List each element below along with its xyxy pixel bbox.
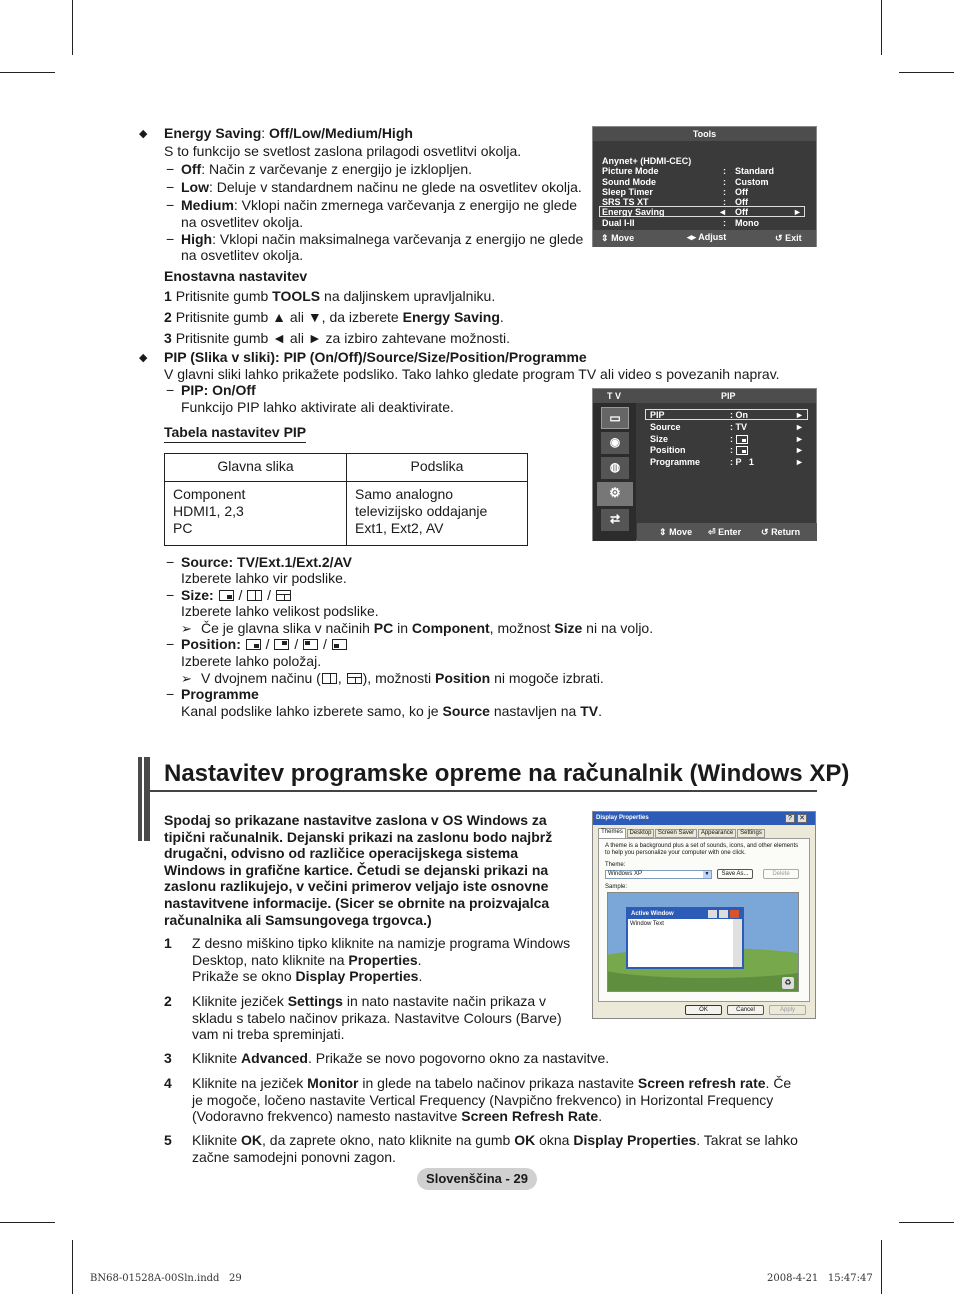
ok-button[interactable]: OK bbox=[685, 1005, 722, 1015]
theme-select[interactable]: Windows XP bbox=[605, 870, 712, 879]
step-number: 5 bbox=[164, 1132, 172, 1148]
tools-osd-row-value: Standard bbox=[735, 166, 775, 176]
tools-osd-row-value: Off bbox=[735, 187, 748, 197]
pip-size-note: ➢ Če je glavna slika v načinih PC in Component, možnost Size ni na voljo. bbox=[181, 620, 654, 636]
sample-preview bbox=[607, 892, 799, 992]
pip-osd-title: PIP bbox=[721, 391, 736, 401]
step-4: Kliknite na jeziček Monitor in glede na tabelo načinov prikaza nastavite Screen refresh rate. Če je mogoče, ločeno nastavite Vertical Frequency (Navpično frekvenco) in Horizontal Frequency (Vodoravno frekvenco) namesto nastavitve Screen Refresh Rate. bbox=[192, 1075, 792, 1125]
pip-onoff-title: PIP: On/Off bbox=[181, 382, 256, 398]
energy-item-high-cont: na osvetlitev okolja. bbox=[181, 247, 304, 263]
close-icon bbox=[730, 910, 739, 918]
energy-heading: Energy Saving: Off/Low/Medium/High bbox=[164, 125, 413, 141]
print-date-info: 2008-4-21 15:47:47 bbox=[767, 1273, 873, 1284]
right-arrow-icon: ► bbox=[793, 207, 802, 217]
energy-item-low: Low: Deluje v standardnem načinu ne glede na osvetlitev okolja. bbox=[181, 179, 582, 195]
return-icon: ↺ bbox=[761, 527, 769, 537]
easy-step-1: 1 Pritisnite gumb TOOLS na daljinskem upravljalniku. bbox=[164, 288, 496, 304]
tab-desktop[interactable]: Desktop bbox=[627, 829, 654, 838]
tools-osd-sep: : bbox=[723, 187, 726, 197]
tools-osd-title: Tools bbox=[692, 129, 717, 139]
pip-position-title: Position: / / / bbox=[181, 636, 348, 653]
size-half-icon bbox=[247, 590, 262, 601]
window-text: Window Text bbox=[630, 921, 664, 927]
pip-osd-row-label: PIP bbox=[650, 410, 665, 420]
sound-menu-icon[interactable]: ◉ bbox=[601, 432, 629, 454]
tools-osd-row-label: Picture Mode bbox=[602, 166, 659, 176]
double-mode-half-icon bbox=[322, 673, 337, 684]
step-1: Z desno miškino tipko kliknite na namizje programa Windows Desktop, nato kliknite na Properties. Prikaže se okno Display Properties. bbox=[192, 935, 571, 985]
step-2: Kliknite jeziček Settings in nato nastavite način prikaza v skladu s tabelo načinov prikaza. Nastavitve Colours (Barve) vam ni treba spreminjati. bbox=[192, 993, 562, 1043]
pip-settings-table bbox=[164, 453, 528, 546]
pip-source-desc: Izberete lahko vir podslike. bbox=[181, 570, 347, 586]
pip-osd-row-label: Size bbox=[650, 434, 669, 444]
tools-osd-row-value: Off bbox=[735, 197, 748, 207]
tab-appearance[interactable]: Appearance bbox=[698, 829, 736, 838]
updown-icon: ⇕ bbox=[659, 527, 667, 537]
enter-icon: ⏎ bbox=[708, 527, 716, 537]
tools-osd-row-label: Sleep Timer bbox=[602, 187, 653, 197]
recycle-bin-icon: ♻ bbox=[782, 977, 794, 989]
tools-osd-row-label: Anynet+ (HDMI-CEC) bbox=[602, 156, 692, 166]
chevron-down-icon[interactable]: ▼ bbox=[704, 871, 710, 877]
pip-position-bottom-right-icon bbox=[736, 446, 748, 455]
table-cell-sub: Samo analogno televizijsko oddajanje Ext1, Ext2, AV bbox=[347, 482, 528, 546]
active-window-title: Active Window bbox=[631, 911, 674, 917]
pip-osd-row-value: : bbox=[730, 434, 733, 444]
pip-desc: V glavni sliki lahko prikažete podsliko. Tako lahko gledate program TV ali video s povezanih naprav. bbox=[164, 366, 780, 382]
pip-size-title: Size: / / bbox=[181, 587, 292, 604]
energy-item-high: High: Vklopi način maksimalnega varčevanja z energijo ne glede bbox=[181, 231, 584, 247]
maximize-icon bbox=[719, 910, 728, 918]
crop-mark bbox=[72, 0, 73, 55]
tools-osd-row-value: Mono bbox=[735, 218, 759, 228]
step-number: 3 bbox=[164, 1050, 172, 1066]
scrollbar bbox=[733, 919, 742, 967]
pip-size-desc: Izberete lahko velikost podslike. bbox=[181, 603, 379, 619]
tools-osd-row-value: Custom bbox=[735, 177, 769, 187]
save-as-button[interactable]: Save As... bbox=[717, 869, 753, 879]
section-heading: Nastavitev programske opreme na računalnik (Windows XP) bbox=[164, 760, 850, 787]
pip-programme-title: Programme bbox=[181, 686, 259, 702]
dialog-title: Display Properties bbox=[596, 815, 649, 821]
position-top-left-icon bbox=[303, 639, 318, 650]
delete-button[interactable]: Delete bbox=[763, 869, 799, 879]
pip-osd-tv-label: T V bbox=[607, 391, 622, 401]
note-arrow-icon: ➢ bbox=[181, 621, 192, 636]
position-bottom-left-icon bbox=[332, 639, 347, 650]
pip-size-small-icon bbox=[736, 435, 748, 444]
position-bottom-right-icon bbox=[246, 639, 261, 650]
pip-position-desc: Izberete lahko položaj. bbox=[181, 653, 322, 669]
tab-screen-saver[interactable]: Screen Saver bbox=[655, 829, 697, 838]
bullet-diamond-icon: ◆ bbox=[139, 352, 148, 364]
pip-osd-row-label: Position bbox=[650, 445, 686, 455]
table-cell-main: Component HDMI1, 2,3 PC bbox=[165, 482, 347, 546]
crop-mark bbox=[899, 72, 954, 73]
crop-mark bbox=[881, 1240, 882, 1294]
tools-osd-sep: : bbox=[723, 218, 726, 228]
pip-osd-row-value: : TV bbox=[730, 422, 747, 432]
pip-osd-row-label: Programme bbox=[650, 457, 701, 467]
energy-item-medium-cont: na osvetlitev okolja. bbox=[181, 214, 304, 230]
section-intro: Spodaj so prikazane nastavitve zaslona v OS Windows za tipični računalnik. Dejanski prikazi na zaslonu bodo najbrž drugačni, odvisno od različice operacijskega sistema Windows in grafične kartice. Četudi se dejanski prikazi na zaslonu razlikujejo, v večini primerov veljajo iste osnovne nastavitvene informacije. (Sicer se obrnite na proizvajalca računalnika ali Samsungovega trgovca.) bbox=[164, 812, 553, 928]
close-button[interactable]: ✕ bbox=[797, 814, 807, 823]
heading-rule bbox=[150, 790, 817, 792]
help-button[interactable]: ? bbox=[785, 814, 795, 823]
tools-osd-sep: : bbox=[723, 177, 726, 187]
pip-osd-selected-row[interactable] bbox=[645, 409, 808, 420]
pip-osd-row-value: : bbox=[730, 445, 733, 455]
section-marker-bar bbox=[138, 757, 150, 841]
pip-table-title: Tabela nastavitev PIP bbox=[164, 424, 306, 443]
pip-programme-desc: Kanal podslike lahko izberete samo, ko je Source nastavljen na TV. bbox=[181, 703, 603, 719]
pip-osd-enter: ⏎ Enter bbox=[708, 527, 742, 537]
tab-themes[interactable]: Themes bbox=[598, 828, 626, 838]
updown-icon: ⇕ bbox=[601, 233, 609, 243]
tools-osd bbox=[592, 126, 817, 247]
right-arrow-icon: ► bbox=[795, 445, 804, 455]
easy-step-2: 2 Pritisnite gumb ▲ ali ▼, da izberete Energy Saving. bbox=[164, 309, 504, 325]
right-arrow-icon: ► bbox=[795, 422, 804, 432]
pip-heading: PIP (Slika v sliki): PIP (On/Off)/Source/Size/Position/Programme bbox=[164, 349, 587, 365]
tools-osd-sep: : bbox=[723, 166, 726, 176]
tab-settings[interactable]: Settings bbox=[737, 829, 765, 838]
pip-onoff-desc: Funkcijo PIP lahko aktivirate ali deaktivirate. bbox=[181, 399, 454, 415]
print-file-info: BN68-01528A-00Sln.indd 29 bbox=[90, 1273, 242, 1284]
tools-osd-exit: ↺ Exit bbox=[775, 233, 802, 243]
energy-item-medium: Medium: Vklopi način zmernega varčevanja z energijo ne glede bbox=[181, 197, 578, 213]
leftright-icon: ◂▸ bbox=[687, 232, 697, 242]
apply-button[interactable]: Apply bbox=[769, 1005, 806, 1015]
easy-setup-title: Enostavna nastavitev bbox=[164, 268, 308, 284]
step-number: 2 bbox=[164, 993, 172, 1009]
picture-menu-icon[interactable]: ▭ bbox=[601, 407, 629, 429]
tools-osd-row-label: Energy Saving bbox=[602, 207, 665, 217]
crop-mark bbox=[0, 72, 55, 73]
right-arrow-icon: ► bbox=[795, 457, 804, 467]
size-split-icon bbox=[276, 590, 291, 601]
dialog-desc: A theme is a background plus a set of sounds, icons, and other elements to help you personalize your computer with one click. bbox=[605, 843, 799, 856]
pip-position-note: ➢ V dvojnem načinu ( , ), možnosti Position ni mogoče izbrati. bbox=[181, 670, 604, 686]
theme-label: Theme: bbox=[605, 862, 626, 868]
cancel-button[interactable]: Cancel bbox=[727, 1005, 764, 1015]
energy-item-off: Off: Način z varčevanje z energijo je izklopljen. bbox=[181, 161, 473, 177]
double-mode-split-icon bbox=[347, 673, 362, 684]
crop-mark bbox=[881, 0, 882, 55]
tools-osd-adjust: ◂▸ Adjust bbox=[687, 232, 727, 242]
step-5: Kliknite OK, da zaprete okno, nato kliknite na gumb OK okna Display Properties. Takrat se lahko začne samodejni ponovni zagon. bbox=[192, 1132, 798, 1165]
active-window-preview bbox=[626, 907, 744, 969]
energy-desc: S to funkcijo se svetlost zaslona prilagodi osvetlitvi okolja. bbox=[164, 143, 522, 159]
display-properties-dialog bbox=[592, 811, 816, 1019]
pip-osd-move: ⇕ Move bbox=[659, 527, 693, 537]
tools-osd-move: ⇕ Move bbox=[601, 233, 635, 243]
table-header-main: Glavna slika bbox=[165, 454, 347, 482]
tools-osd-row-label: SRS TS XT bbox=[602, 197, 649, 207]
size-small-icon bbox=[219, 590, 234, 601]
note-arrow-icon: ➢ bbox=[181, 671, 192, 686]
crop-mark bbox=[72, 1240, 73, 1294]
pip-osd-row-label: Source bbox=[650, 422, 681, 432]
pip-osd-row-value: : P 1 bbox=[730, 457, 754, 467]
step-3: Kliknite Advanced. Prikaže se novo pogovorno okno za nastavitve. bbox=[192, 1050, 610, 1066]
setup-gear-icon[interactable]: ⚙ bbox=[597, 482, 633, 506]
crop-mark bbox=[899, 1222, 954, 1223]
step-number: 1 bbox=[164, 935, 172, 951]
tools-osd-row-label: Sound Mode bbox=[602, 177, 656, 187]
position-top-right-icon bbox=[274, 639, 289, 650]
minimize-icon bbox=[708, 910, 717, 918]
right-arrow-icon: ► bbox=[795, 410, 804, 420]
easy-step-3: 3 Pritisnite gumb ◄ ali ► za izbiro zahtevane možnosti. bbox=[164, 330, 510, 346]
left-arrow-icon: ◄ bbox=[718, 207, 727, 217]
pip-osd-return: ↺ Return bbox=[761, 527, 801, 537]
tools-osd-row-label: Dual I-II bbox=[602, 218, 635, 228]
step-number: 4 bbox=[164, 1075, 172, 1091]
pip-osd bbox=[592, 388, 817, 541]
sample-label: Sample: bbox=[605, 884, 628, 890]
return-icon: ↺ bbox=[775, 233, 783, 243]
input-menu-icon[interactable]: ⇄ bbox=[601, 509, 629, 531]
pip-source-title: Source: TV/Ext.1/Ext.2/AV bbox=[181, 554, 352, 570]
pip-osd-row-value: : On bbox=[730, 410, 748, 420]
page-number-badge: Slovenščina - 29 bbox=[417, 1168, 537, 1190]
channel-menu-icon[interactable]: ◍ bbox=[601, 457, 629, 479]
bullet-diamond-icon: ◆ bbox=[139, 128, 148, 140]
tools-osd-row-value: Off bbox=[735, 207, 748, 217]
right-arrow-icon: ► bbox=[795, 434, 804, 444]
table-header-sub: Podslika bbox=[347, 454, 528, 482]
crop-mark bbox=[0, 1222, 55, 1223]
tools-osd-sep: : bbox=[723, 197, 726, 207]
